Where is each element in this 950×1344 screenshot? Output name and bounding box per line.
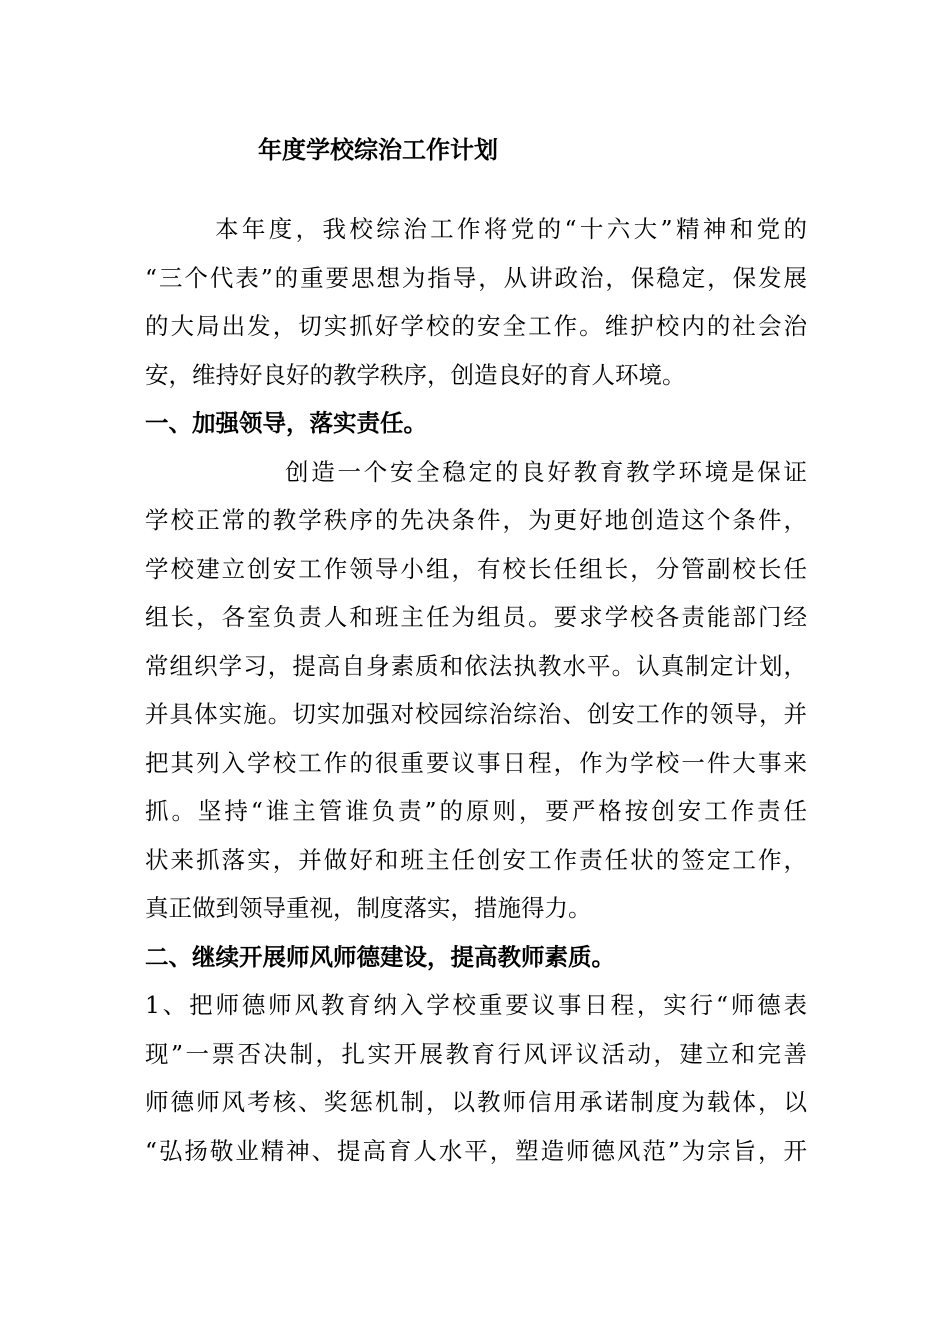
section-2-line-2: 现”一票否决制，扎实开展教育行风评议活动，建立和完善: [145, 1039, 807, 1068]
intro-line-4: 安，维持好良好的教学秩序，创造良好的育人环境。: [145, 360, 686, 389]
section-1-line-7: 把其列入学校工作的很重要议事日程，作为学校一件大事来: [145, 748, 807, 777]
intro-line-3: 的大局出发，切实抓好学校的安全工作。维护校内的社会治: [145, 312, 807, 340]
section-1-line-8: 抓。坚持“谁主管谁负责”的原则，要严格按创安工作责任: [145, 797, 807, 825]
document-title: 年度学校综治工作计划: [258, 136, 498, 164]
intro-line-2: “三个代表”的重要思想为指导，从讲政治，保稳定，保发展: [145, 263, 807, 292]
document-body: [145, 205, 807, 1175]
section-1-line-4: 组长，各室负责人和班主任为组员。要求学校各责能部门经: [145, 603, 807, 631]
section-2-line-3: 师德师风考核、奖惩机制，以教师信用承诺制度为载体，以: [145, 1088, 807, 1116]
section-1-line-1: 创造一个安全稳定的良好教育教学环境是保证: [285, 457, 807, 486]
section-1-line-9: 状来抓落实，并做好和班主任创安工作责任状的签定工作，: [145, 845, 807, 874]
section-1-line-2: 学校正常的教学秩序的先决条件，为更好地创造这个条件，: [145, 506, 807, 534]
section-1-line-6: 并具体实施。切实加强对校园综治综治、创安工作的领导，并: [145, 700, 807, 728]
section-1-heading: 一、加强领导，落实责任。: [145, 409, 427, 437]
intro-line-1: 本年度，我校综治工作将党的“十六大”精神和党的: [215, 215, 807, 243]
section-2-line-4: “弘扬敬业精神、提高育人水平，塑造师德风范”为宗旨，开: [145, 1136, 807, 1165]
section-1-line-10: 真正做到领导重视，制度落实，措施得力。: [145, 894, 592, 922]
section-1-line-3: 学校建立创安工作领导小组，有校长任组长，分管副校长任: [145, 554, 807, 583]
section-2-line-1: 1、把师德师风教育纳入学校重要议事日程，实行“师德表: [145, 991, 807, 1019]
section-1-line-5: 常组织学习，提高自身素质和依法执教水平。认真制定计划，: [145, 651, 807, 680]
section-2-heading: 二、继续开展师风师德建设，提高教师素质。: [145, 942, 615, 971]
